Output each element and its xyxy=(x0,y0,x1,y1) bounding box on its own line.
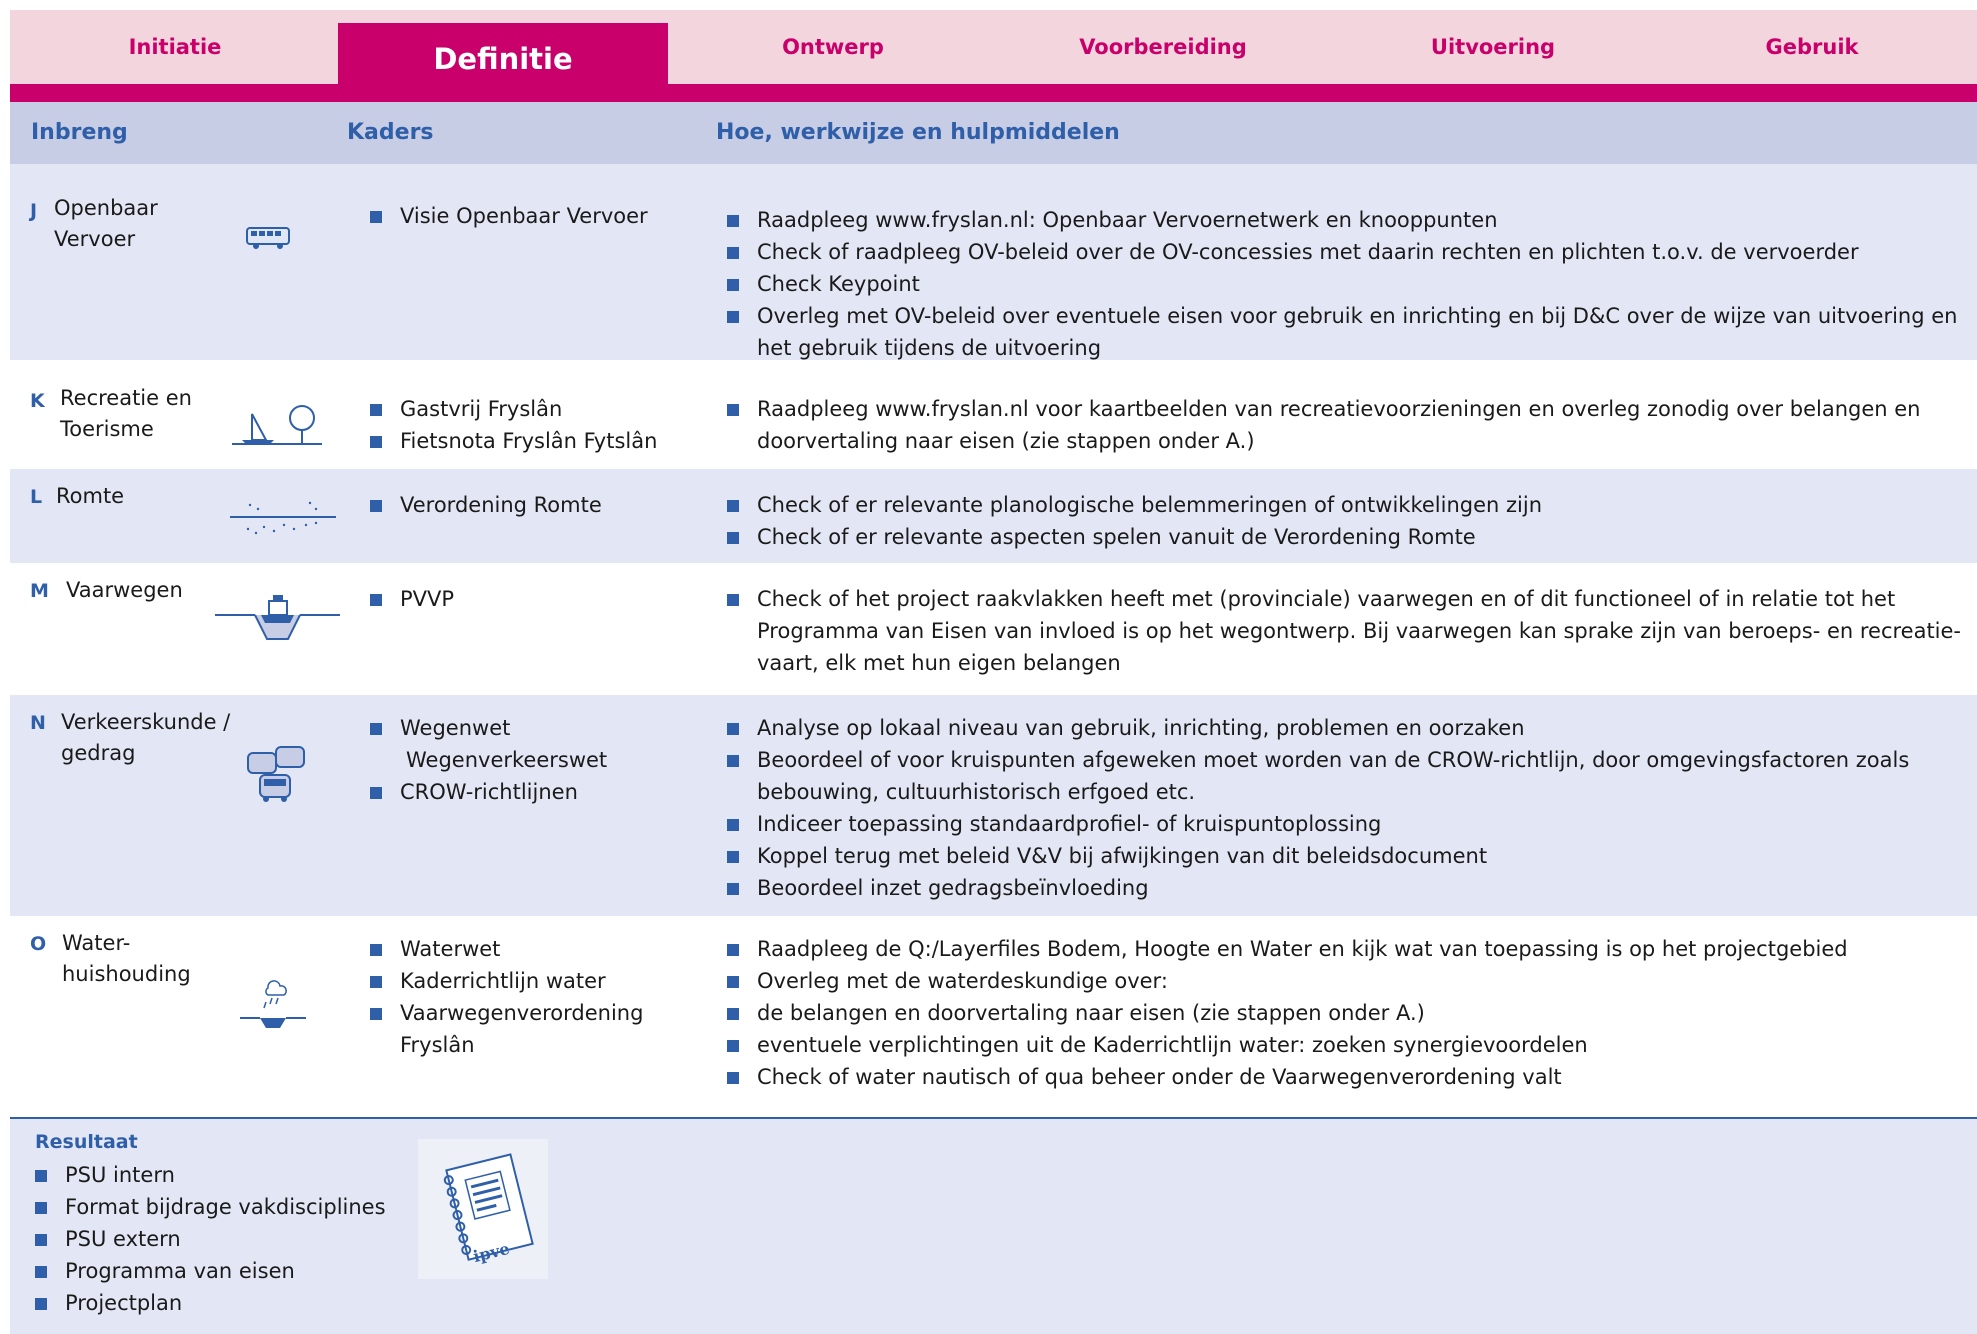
hoe-item: Raadpleeg www.fryslan.nl: Openbaar Vervoernetwerk en knooppunten xyxy=(727,204,1957,236)
hoe-item-continued: Programma van Eisen van invloed is op het wegontwerp. Bij vaarwegen kan sprake zijn van beroeps- en recreatie- xyxy=(757,619,1962,643)
kader-item: Wegenverkeerswet xyxy=(406,748,608,772)
result-item: PSU intern xyxy=(35,1159,386,1191)
hoe-item-continued: vaart, elk met hun eigen belangen xyxy=(757,651,1121,675)
hoe-item: Raadpleeg de Q:/Layerfiles Bodem, Hoogte en Water en kijk wat van toepassing is op het projectgebied xyxy=(727,933,1848,965)
row-name: Romte xyxy=(56,484,125,508)
hoe-list xyxy=(727,204,1957,364)
row-name: Vaarwegen xyxy=(66,578,183,602)
kaders-list xyxy=(370,393,657,457)
tab-ontwerp[interactable]: Ontwerp xyxy=(782,35,884,59)
kader-item: Verordening Romte xyxy=(370,489,602,521)
hoe-list xyxy=(727,393,1920,457)
hoe-item: de belangen en doorvertaling naar eisen (zie stappen onder A.) xyxy=(727,997,1848,1029)
hoe-list xyxy=(727,712,1909,904)
bus-icon xyxy=(244,224,294,252)
hoe-list xyxy=(727,933,1848,1093)
tab-voorbereiding[interactable]: Voorbereiding xyxy=(1079,35,1247,59)
ship-icon xyxy=(215,593,340,645)
hoe-item: Check of raadpleeg OV-beleid over de OV-concessies met daarin rechten en plichten t.o.v. de vervoerder xyxy=(727,236,1957,268)
hoe-item-continued: doorvertaling naar eisen (zie stappen onder A.) xyxy=(757,429,1255,453)
row-name: Water- huishouding xyxy=(62,931,191,986)
tab-divider xyxy=(10,84,1977,102)
rain-water-icon xyxy=(238,974,308,1036)
kader-item: Gastvrij Fryslân xyxy=(370,393,657,425)
phase-tabs xyxy=(10,10,1977,84)
hoe-item: Indiceer toepassing standaardprofiel- of kruispuntoplossing xyxy=(727,808,1909,840)
hoe-item: Overleg met OV-beleid over eventuele eisen voor gebruik en inrichting en bij D&C over de wijze van uitvoering en xyxy=(727,300,1957,332)
column-header-kaders: Kaders xyxy=(347,120,434,145)
hoe-item: Beoordeel inzet gedragsbeïnvloeding xyxy=(727,872,1909,904)
kader-item: CROW-richtlijnen xyxy=(370,776,607,808)
hoe-item: Koppel terug met beleid V&V bij afwijkingen van dit beleidsdocument xyxy=(727,840,1909,872)
row-letter: M xyxy=(30,580,49,602)
hoe-item-continued: bebouwing, cultuurhistorisch erfgoed etc. xyxy=(757,780,1196,804)
hoe-item: Check of water nautisch of qua beheer onder de Vaarwegenverordening valt xyxy=(727,1061,1848,1093)
row-romte xyxy=(10,469,1977,563)
cars-icon xyxy=(242,743,312,805)
kaders-list xyxy=(370,583,454,615)
column-header-hoe: Hoe, werkwijze en hulpmiddelen xyxy=(716,120,1120,145)
hoe-item: Check of er relevante planologische belemmeringen of ontwikkelingen zijn xyxy=(727,489,1542,521)
result-section xyxy=(10,1117,1977,1334)
kader-item: Visie Openbaar Vervoer xyxy=(370,200,648,232)
row-openbaar-vervoer xyxy=(10,164,1977,360)
row-recreatie-toerisme xyxy=(10,360,1977,469)
hoe-item-continued: het gebruik tijdens de uitvoering xyxy=(757,336,1102,360)
row-letter: K xyxy=(30,390,45,412)
result-title: Resultaat xyxy=(35,1131,138,1153)
kader-item: Waterwet xyxy=(370,933,643,965)
result-list xyxy=(35,1159,386,1319)
notebook-label: ipve xyxy=(471,1238,512,1267)
hoe-item: eventuele verplichtingen uit de Kaderrichtlijn water: zoeken synergievoordelen xyxy=(727,1029,1848,1061)
kaders-list xyxy=(370,712,607,808)
hoe-item: Raadpleeg www.fryslan.nl voor kaartbeelden van recreatievoorzieningen en overleg zonodig over belangen en xyxy=(727,393,1920,425)
row-name: Openbaar Vervoer xyxy=(54,196,158,251)
row-verkeerskunde xyxy=(10,695,1977,916)
tab-uitvoering[interactable]: Uitvoering xyxy=(1430,35,1556,59)
row-letter: O xyxy=(30,933,47,955)
column-header-band xyxy=(10,102,1977,164)
sailboat-tree-icon xyxy=(222,400,332,450)
row-waterhuishouding xyxy=(10,916,1977,1117)
tab-initiatie[interactable]: Initiatie xyxy=(128,35,222,59)
tab-gebruik[interactable]: Gebruik xyxy=(1765,35,1859,59)
kader-item: PVVP xyxy=(370,583,454,615)
hoe-item: Check of het project raakvlakken heeft met (provinciale) vaarwegen en of dit functioneel of in relatie tot het xyxy=(727,583,1961,615)
result-item: Programma van eisen xyxy=(35,1255,386,1287)
column-header-inbreng: Inbreng xyxy=(31,120,128,145)
hoe-item: Beoordeel of voor kruispunten afgeweken moet worden van de CROW-richtlijn, door omgevingsfactoren zoals xyxy=(727,744,1909,776)
row-letter: J xyxy=(30,200,38,222)
kader-item-continued: Fryslân xyxy=(400,1033,475,1057)
result-item: Projectplan xyxy=(35,1287,386,1319)
row-name: Recreatie en Toerisme xyxy=(60,386,192,441)
landscape-icon xyxy=(228,495,338,541)
result-item: PSU extern xyxy=(35,1223,386,1255)
kaders-list xyxy=(370,933,643,1061)
row-letter: N xyxy=(30,712,46,734)
kader-item: Vaarwegenverordening xyxy=(370,997,643,1029)
hoe-list xyxy=(727,489,1542,553)
hoe-item: Analyse op lokaal niveau van gebruik, inrichting, problemen en oorzaken xyxy=(727,712,1909,744)
tab-definitie[interactable]: Definitie xyxy=(338,23,668,94)
hoe-item: Check of er relevante aspecten spelen vanuit de Verordening Romte xyxy=(727,521,1542,553)
kaders-list xyxy=(370,489,602,521)
kader-item: Fietsnota Fryslân Fytslân xyxy=(370,425,657,457)
hoe-item: Overleg met de waterdeskundige over: xyxy=(727,965,1848,997)
row-vaarwegen xyxy=(10,563,1977,695)
kaders-list xyxy=(370,200,648,232)
result-item: Format bijdrage vakdisciplines xyxy=(35,1191,386,1223)
row-name: Verkeerskunde / gedrag xyxy=(61,710,231,765)
hoe-item: Check Keypoint xyxy=(727,268,1957,300)
kader-item: Wegenwet xyxy=(370,712,607,744)
row-letter: L xyxy=(30,486,43,508)
hoe-list xyxy=(727,583,1961,679)
kader-item: Kaderrichtlijn water xyxy=(370,965,643,997)
